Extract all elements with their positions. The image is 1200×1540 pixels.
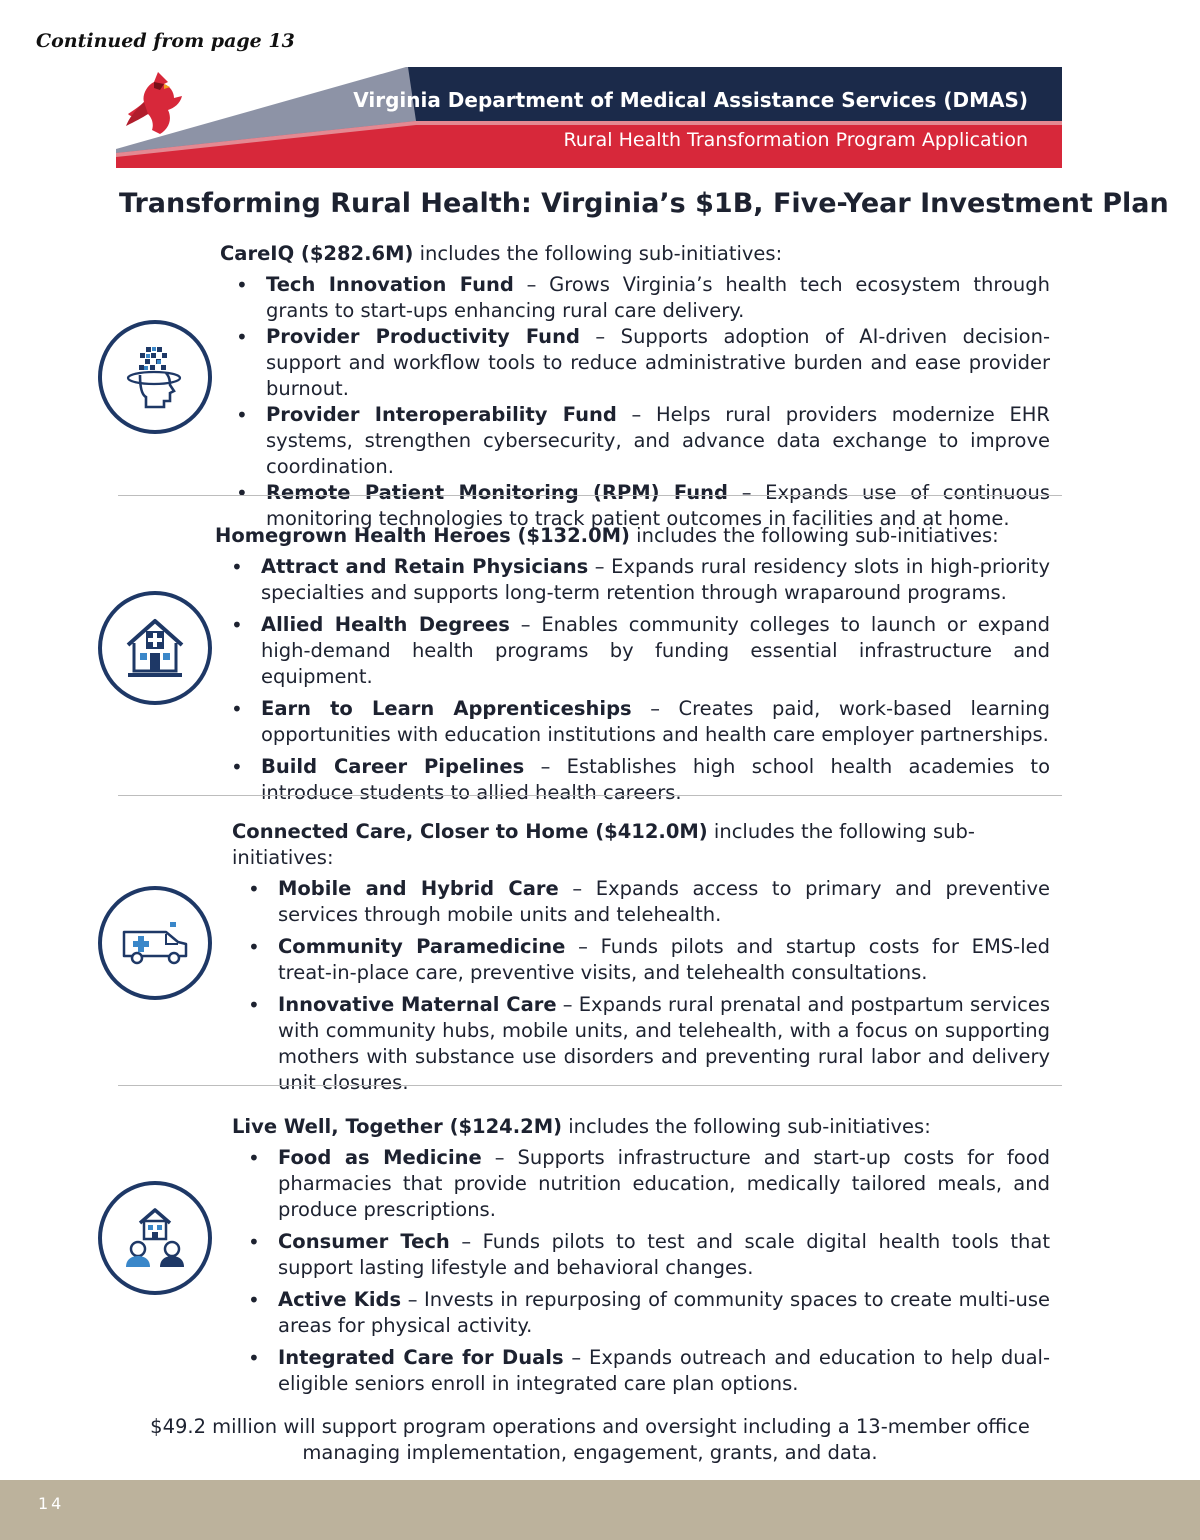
item-term: Provider Productivity Fund (266, 325, 580, 348)
item-desc: – Expands outreach and education to help dual-eligible seniors enroll in integrated care plan options. (278, 1346, 1050, 1395)
section-intro: includes the following sub-initiatives: (413, 242, 783, 265)
item-desc: – Expands use of continuous monitoring technologies to track patient outcomes in facilities and at home. (266, 481, 1050, 530)
item-term: Remote Patient Monitoring (RPM) Fund (266, 481, 728, 504)
section-intro: includes the following sub-initiatives: (232, 820, 975, 869)
footer-bar (0, 1480, 1200, 1540)
section-heading (220, 241, 1050, 267)
list-item (232, 1345, 1050, 1397)
section-name: Connected Care, Closer to Home ($412.0M) (232, 820, 708, 843)
closing-statement: $49.2 million will support program operations and oversight including a 13-member office managing implementation, engagement, grants, and data. (150, 1415, 1030, 1464)
item-term: Consumer Tech (278, 1230, 450, 1253)
item-term: Innovative Maternal Care (278, 993, 557, 1016)
list-item (232, 1145, 1050, 1223)
section-divider (118, 495, 1062, 496)
item-desc: – Funds pilots to test and scale digital health tools that support lasting lifestyle and behavioral changes. (278, 1230, 1050, 1279)
list-item (220, 402, 1050, 480)
item-desc: – Expands access to primary and preventive services through mobile units and telehealth. (278, 877, 1050, 926)
agency-name: Virginia Department of Medical Assistance Services (DMAS) (353, 88, 1028, 112)
page-title: Transforming Rural Health: Virginia’s $1B, Five-Year Investment Plan (119, 188, 1169, 219)
clinic-building-icon (124, 617, 186, 679)
list-item (232, 1229, 1050, 1281)
page-number: 14 (38, 1494, 65, 1513)
item-desc: – Supports infrastructure and start-up costs for food pharmacies that provide nutrition education, medically tailored meals, and produce prescriptions. (278, 1146, 1050, 1221)
section-icon-careiq (98, 320, 212, 434)
item-desc: – Invests in repurposing of community spaces to create multi-use areas for physical activity. (278, 1288, 1050, 1337)
item-term: Food as Medicine (278, 1146, 482, 1169)
ai-head-icon (124, 345, 186, 409)
item-desc: – Grows Virginia’s health tech ecosystem through grants to start-ups enhancing rural care delivery. (266, 273, 1050, 322)
list-item (215, 612, 1050, 690)
list-item (232, 876, 1050, 928)
list-item (215, 696, 1050, 748)
list-item (232, 1287, 1050, 1339)
item-term: Allied Health Degrees (261, 613, 510, 636)
item-term: Build Career Pipelines (261, 755, 525, 778)
section-heading (232, 819, 1050, 871)
section-homegrown (215, 523, 1050, 806)
item-desc: – Expands rural residency slots in high-priority specialties and supports long-term retention through wraparound programs. (261, 555, 1050, 604)
item-term: Provider Interoperability Fund (266, 403, 617, 426)
item-term: Mobile and Hybrid Care (278, 877, 559, 900)
program-name: Rural Health Transformation Program Application (563, 129, 1028, 151)
banner-graphic (116, 67, 1062, 168)
section-heading (215, 523, 1050, 549)
sub-initiative-list (232, 876, 1050, 1096)
list-item (220, 324, 1050, 402)
item-desc: – Enables community colleges to launch or expand high-demand health programs by funding essential infrastructure and equipment. (261, 613, 1050, 688)
section-name: Live Well, Together ($124.2M) (232, 1115, 563, 1138)
section-icon-live-well (98, 1181, 212, 1295)
sub-initiative-list (215, 554, 1050, 806)
section-divider (118, 795, 1062, 796)
section-name: CareIQ ($282.6M) (220, 242, 414, 265)
continued-note: Continued from page 13 (36, 30, 295, 52)
section-intro: includes the following sub-initiatives: (629, 524, 999, 547)
item-term: Tech Innovation Fund (266, 273, 514, 296)
section-name: Homegrown Health Heroes ($132.0M) (215, 524, 630, 547)
header-banner (116, 67, 1062, 168)
section-live-well (232, 1114, 1050, 1397)
section-connected-care (232, 819, 1050, 1096)
item-desc: – Establishes high school health academies to introduce students to allied health careers. (261, 755, 1050, 804)
item-term: Community Paramedicine (278, 935, 566, 958)
item-desc: – Funds pilots and startup costs for EMS-led treat-in-place care, preventive visits, and telehealth consultations. (278, 935, 1050, 984)
community-people-icon (122, 1207, 188, 1269)
sub-initiative-list (232, 1145, 1050, 1397)
item-term: Active Kids (278, 1288, 402, 1311)
section-icon-homegrown (98, 591, 212, 705)
list-item (232, 992, 1050, 1096)
item-term: Integrated Care for Duals (278, 1346, 564, 1369)
ambulance-icon (120, 920, 190, 966)
item-term: Earn to Learn Apprenticeships (261, 697, 632, 720)
section-icon-connected-care (98, 886, 212, 1000)
item-desc: – Helps rural providers modernize EHR systems, strengthen cybersecurity, and advance data exchange to improve coordination. (266, 403, 1050, 478)
item-desc: – Supports adoption of AI-driven decision-support and workflow tools to reduce administrative burden and ease provider burnout. (266, 325, 1050, 400)
section-heading (232, 1114, 1050, 1140)
list-item (220, 272, 1050, 324)
list-item (215, 754, 1050, 806)
sub-initiative-list (220, 272, 1050, 532)
section-intro: includes the following sub-initiatives: (562, 1115, 931, 1138)
item-desc: – Creates paid, work-based learning opportunities with education institutions and health care employer partnerships. (261, 697, 1051, 746)
item-term: Attract and Retain Physicians (261, 555, 589, 578)
list-item (215, 554, 1050, 606)
section-divider (118, 1085, 1062, 1086)
section-careiq (220, 241, 1050, 532)
list-item (232, 934, 1050, 986)
cardinal-logo-icon (124, 68, 192, 140)
item-desc: – Expands rural prenatal and postpartum services with community hubs, mobile units, and telehealth, with a focus on supporting mothers with substance use disorders and preventing rural labor and delivery unit closures. (278, 993, 1051, 1094)
